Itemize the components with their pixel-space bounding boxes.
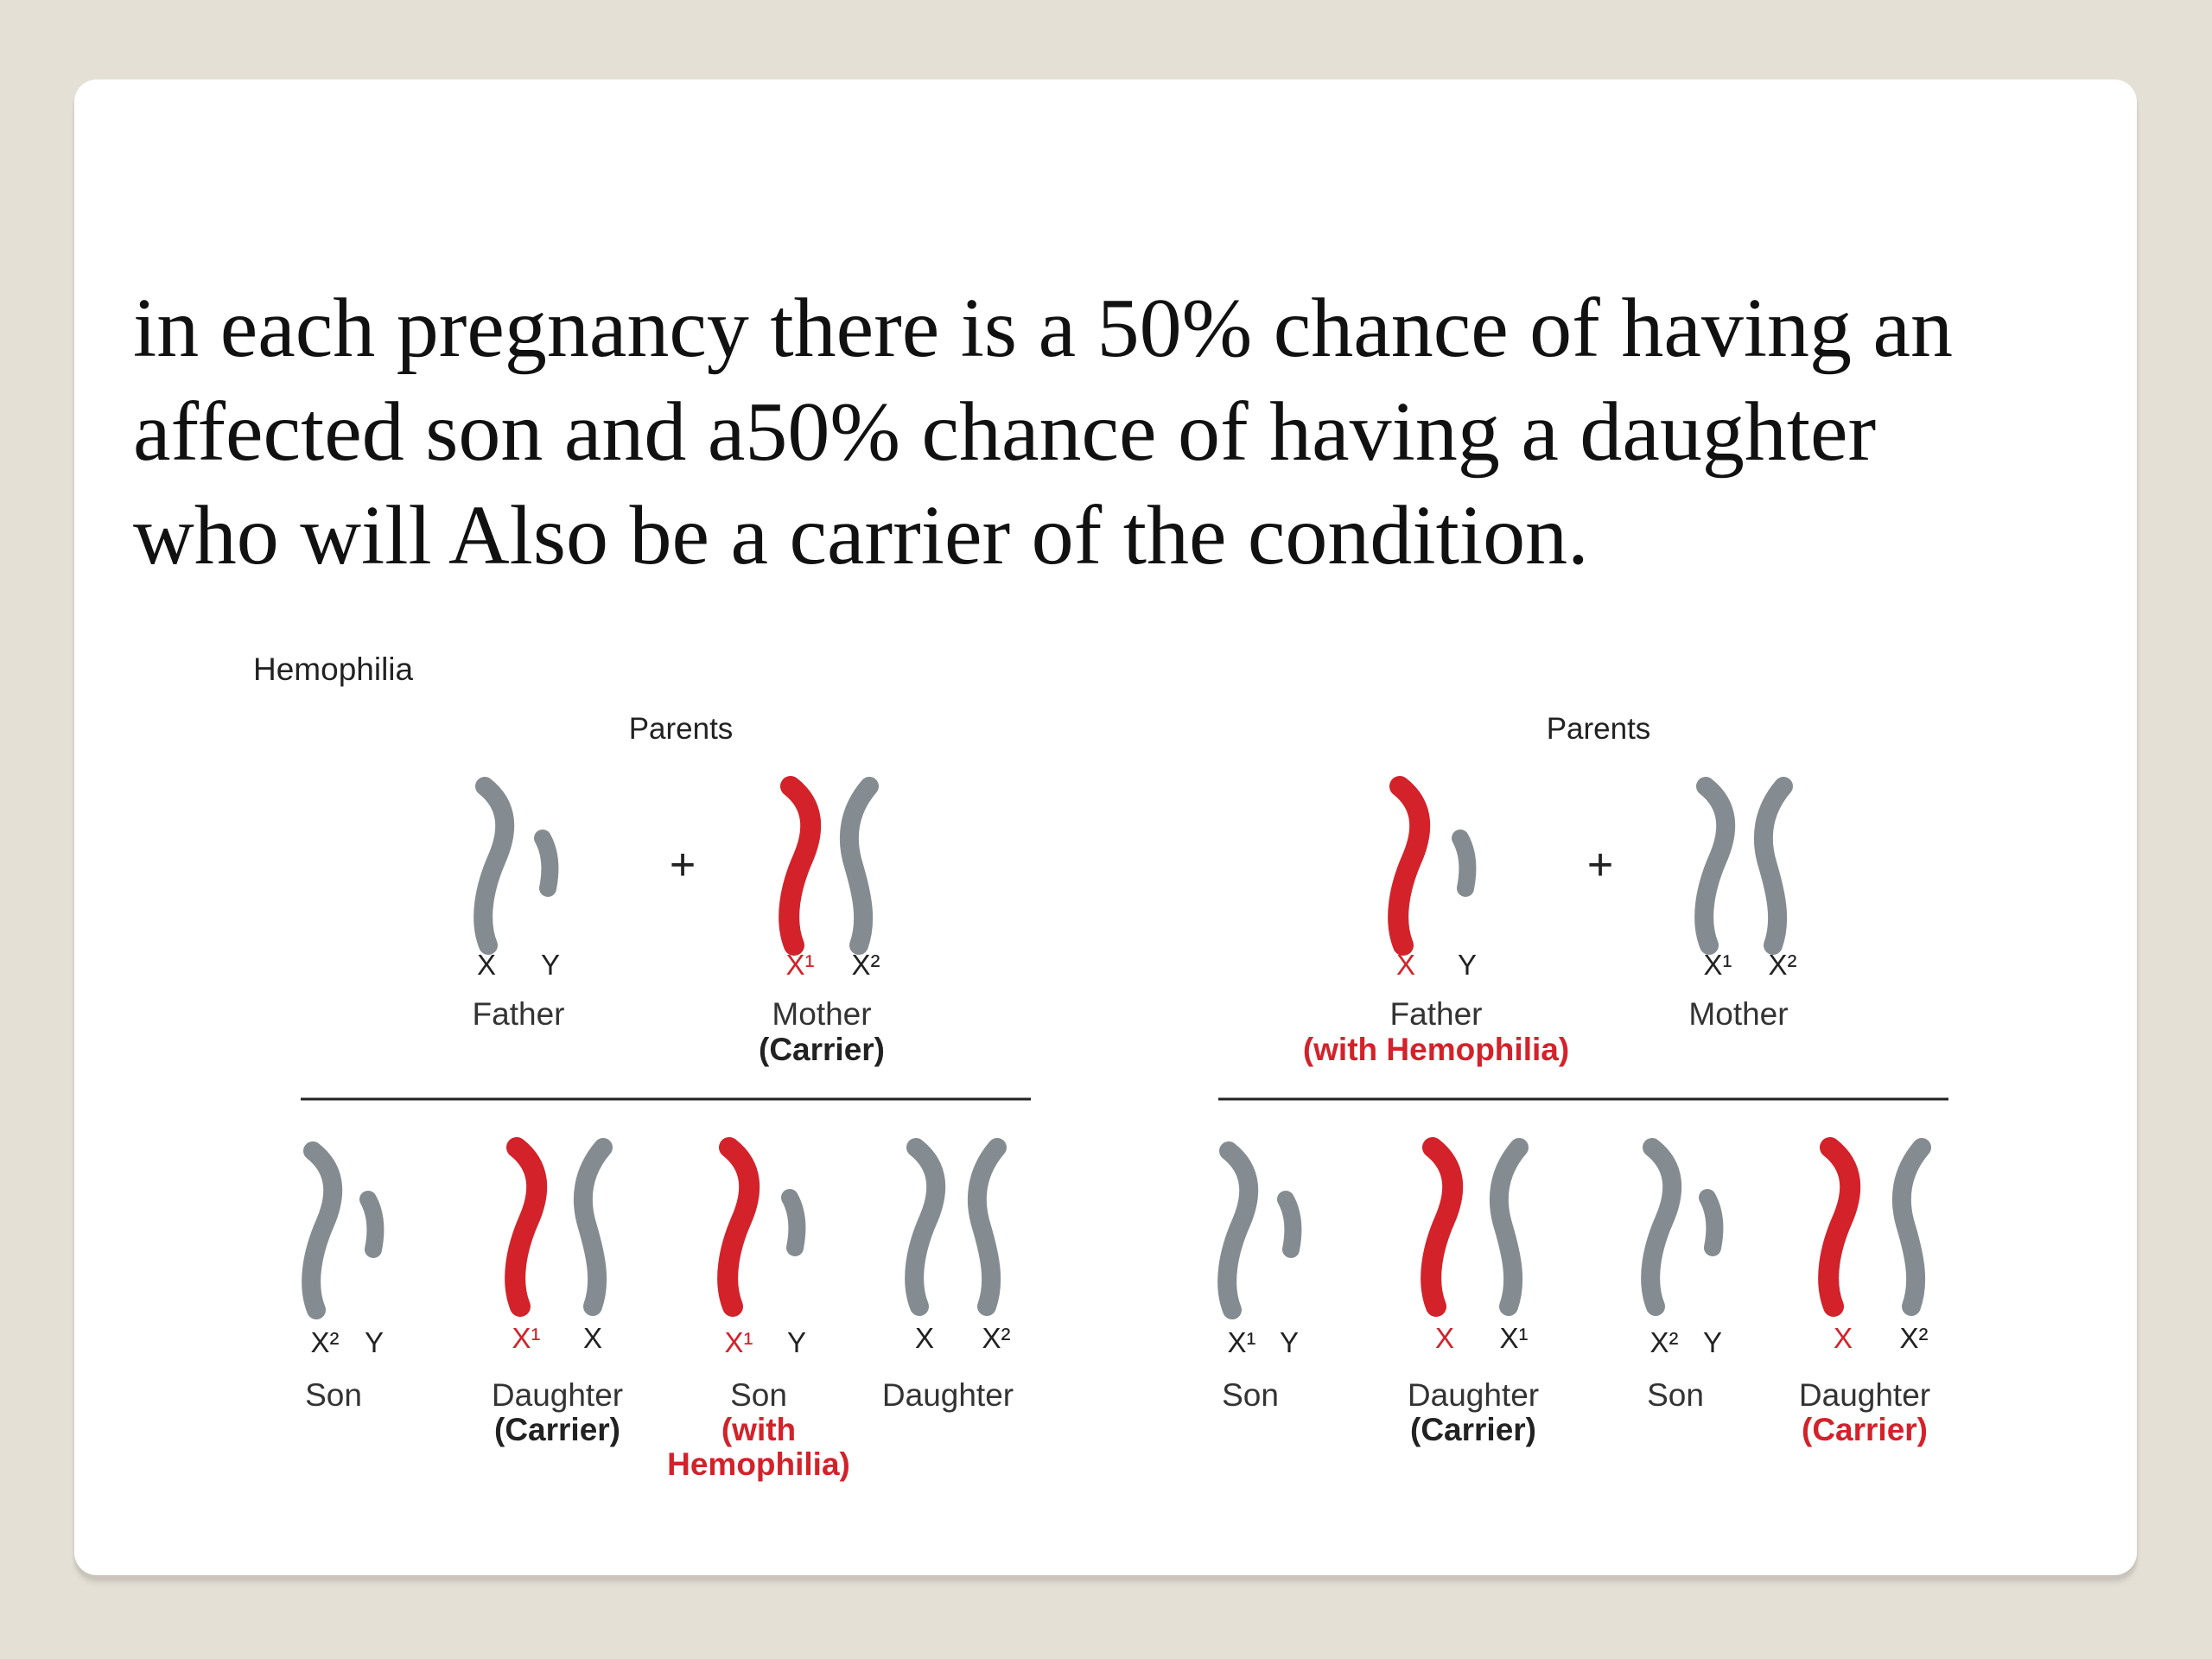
- child-chromosome-label: X: [914, 1322, 935, 1354]
- panel-carrier-mother: [301, 712, 1031, 1482]
- father-y-chromosome: [1460, 838, 1467, 888]
- parents-heading: Parents: [1546, 712, 1651, 746]
- child-label: Daughter: [491, 1377, 624, 1413]
- child-label: Son: [730, 1377, 787, 1413]
- child-status: (Carrier): [1410, 1412, 1536, 1447]
- child-x1-chromosome: [1499, 1147, 1519, 1306]
- child-x-chromosome: [1227, 1151, 1249, 1310]
- mother-x1-label: X¹: [1703, 949, 1732, 981]
- child-chromosome-label: Y: [786, 1326, 807, 1358]
- figure-title: Hemophilia: [253, 652, 414, 687]
- child-x2-chromosome: [977, 1147, 997, 1306]
- child-label: Son: [1222, 1377, 1279, 1413]
- body-line: who will Also be a carrier of the condition.: [133, 489, 1589, 582]
- child-x2-chromosome: [1902, 1147, 1922, 1306]
- child-chromosome-label: X: [582, 1322, 603, 1354]
- child-x-chromosome: [1828, 1147, 1850, 1306]
- child-chromosome-label: Y: [1702, 1326, 1723, 1358]
- mother-x2-label: X²: [851, 949, 880, 981]
- father-x-chromosome: [1398, 786, 1420, 945]
- child-y-chromosome: [1707, 1198, 1714, 1248]
- child-chromosome-label: X²: [1899, 1322, 1929, 1354]
- child-chromosome-label: X: [1434, 1322, 1455, 1354]
- child-status: (with: [721, 1412, 797, 1447]
- child-chromosome-label: X¹: [512, 1322, 541, 1354]
- child-y-chromosome: [368, 1199, 375, 1249]
- mother-x1-label: X¹: [785, 949, 815, 981]
- child-label: Daughter: [881, 1377, 1014, 1413]
- child-x1-chromosome: [515, 1147, 537, 1306]
- child-y-chromosome: [790, 1198, 797, 1248]
- body-line: in each pregnancy there is a 50% chance of having an: [133, 282, 1954, 375]
- child-x-chromosome: [1431, 1147, 1452, 1306]
- mother-x1-chromosome: [789, 786, 810, 945]
- father-label: Father: [472, 996, 565, 1032]
- child-x1-chromosome: [728, 1147, 749, 1306]
- child-chromosome-label: X¹: [1499, 1322, 1529, 1354]
- child-chromosome-label: X²: [1649, 1326, 1679, 1358]
- father-label: Father: [1389, 996, 1483, 1032]
- father-status: (with Hemophilia): [1302, 1032, 1570, 1067]
- mother-x2-chromosome: [849, 786, 869, 945]
- father-x-chromosome: [483, 786, 505, 945]
- child-label: Daughter: [1407, 1377, 1540, 1413]
- child-chromosome-label: X¹: [1227, 1326, 1256, 1358]
- child-x-chromosome: [914, 1147, 936, 1306]
- child-status: Hemophilia): [667, 1446, 850, 1482]
- parents-heading: Parents: [628, 712, 734, 746]
- child-x-chromosome: [583, 1147, 603, 1306]
- child-label: Daughter: [1798, 1377, 1931, 1413]
- child-status: (Carrier): [1802, 1412, 1928, 1447]
- body-line: affected son and a50% chance of having a daughter: [133, 385, 1877, 479]
- child-label: Son: [1647, 1377, 1704, 1413]
- father-y-chromosome: [543, 838, 550, 888]
- child-chromosome-label: X¹: [724, 1326, 753, 1358]
- mother-status: (Carrier): [759, 1032, 885, 1067]
- father-x-label: X: [476, 949, 497, 981]
- plus-sign: +: [1586, 840, 1614, 890]
- child-label: Son: [305, 1377, 362, 1413]
- child-status: (Carrier): [494, 1412, 620, 1447]
- father-x-label: X: [1395, 949, 1416, 981]
- child-x-chromosome: [1650, 1147, 1672, 1306]
- plus-sign: +: [669, 840, 696, 890]
- child-chromosome-label: X²: [310, 1326, 340, 1358]
- mother-x2-chromosome: [1764, 786, 1783, 945]
- panel-affected-father: [1218, 712, 1948, 1447]
- child-chromosome-label: X: [1833, 1322, 1853, 1354]
- child-y-chromosome: [1286, 1199, 1293, 1249]
- child-chromosome-label: X²: [982, 1322, 1011, 1354]
- child-x-chromosome: [311, 1151, 333, 1310]
- mother-label: Mother: [772, 996, 872, 1032]
- father-y-label: Y: [540, 949, 561, 981]
- mother-x1-chromosome: [1704, 786, 1726, 945]
- mother-x2-label: X²: [1768, 949, 1797, 981]
- child-chromosome-label: Y: [364, 1326, 385, 1358]
- father-y-label: Y: [1457, 949, 1478, 981]
- child-chromosome-label: Y: [1279, 1326, 1300, 1358]
- mother-label: Mother: [1688, 996, 1789, 1032]
